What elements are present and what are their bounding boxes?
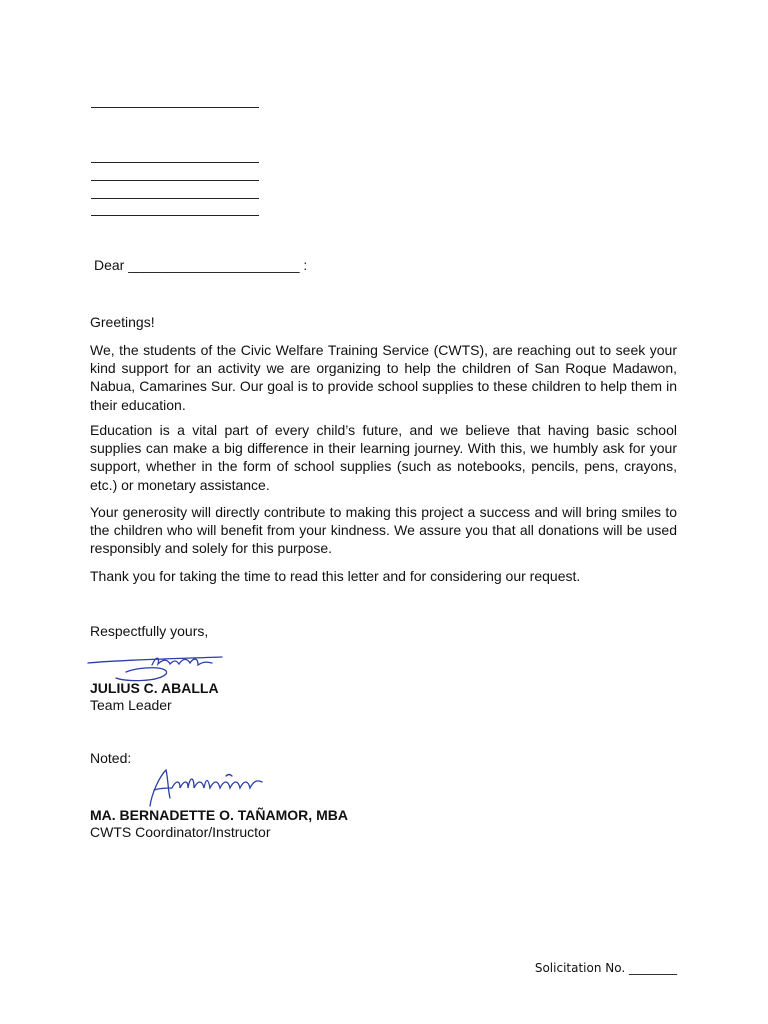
- paragraph-2: Education is a vital part of every child’s future, and we believe that having basic school supplies can make a big difference in their learning journey. With this, we humbly ask for your support, whether in the form of school supplies (such as notebooks, pencils, pens, crayons, etc.) or monetary assistance.: [90, 422, 677, 493]
- noted-label: Noted:: [90, 750, 132, 766]
- paragraph-4: Thank you for taking the time to read this letter and for considering our request.: [90, 568, 581, 584]
- leader-role: Team Leader: [90, 697, 172, 713]
- leader-signature-stroke-2: [116, 668, 167, 681]
- address-line-4-blank: [91, 215, 259, 216]
- paragraph-3: Your generosity will directly contribute to making this project a success and will bring smiles to the children who will benefit from your kindness. We assure you that all donations will be used responsibly and solely for this purpose.: [90, 504, 677, 557]
- address-line-1-blank: [91, 162, 259, 163]
- coordinator-signature-stroke-2: [154, 788, 172, 790]
- salutation: Dear ______________________ :: [94, 257, 308, 273]
- greeting: Greetings!: [90, 314, 155, 330]
- paragraph-1: We, the students of the Civic Welfare Training Service (CWTS), are reaching out to seek your kind support for an activity we are organizing to help the children of San Roque Madawon, Nabua, Camarines Sur. Our goal is to provide school supplies to these children to help them in their education.: [90, 342, 677, 413]
- coordinator-name: MA. BERNADETTE O. TAÑAMOR, MBA: [90, 807, 348, 823]
- recipient-name-blank: [91, 107, 259, 108]
- coordinator-role: CWTS Coordinator/Instructor: [90, 824, 271, 840]
- coordinator-signature-image: [142, 766, 266, 810]
- address-line-3-blank: [91, 198, 259, 199]
- address-line-2-blank: [91, 180, 259, 181]
- leader-name: JULIUS C. ABALLA: [90, 680, 219, 696]
- coordinator-signature-stroke-4: [226, 775, 232, 777]
- closing: Respectfully yours,: [90, 623, 209, 639]
- solicitation-number: Solicitation No. ________: [534, 961, 677, 975]
- coordinator-signature-stroke-3: [172, 779, 262, 788]
